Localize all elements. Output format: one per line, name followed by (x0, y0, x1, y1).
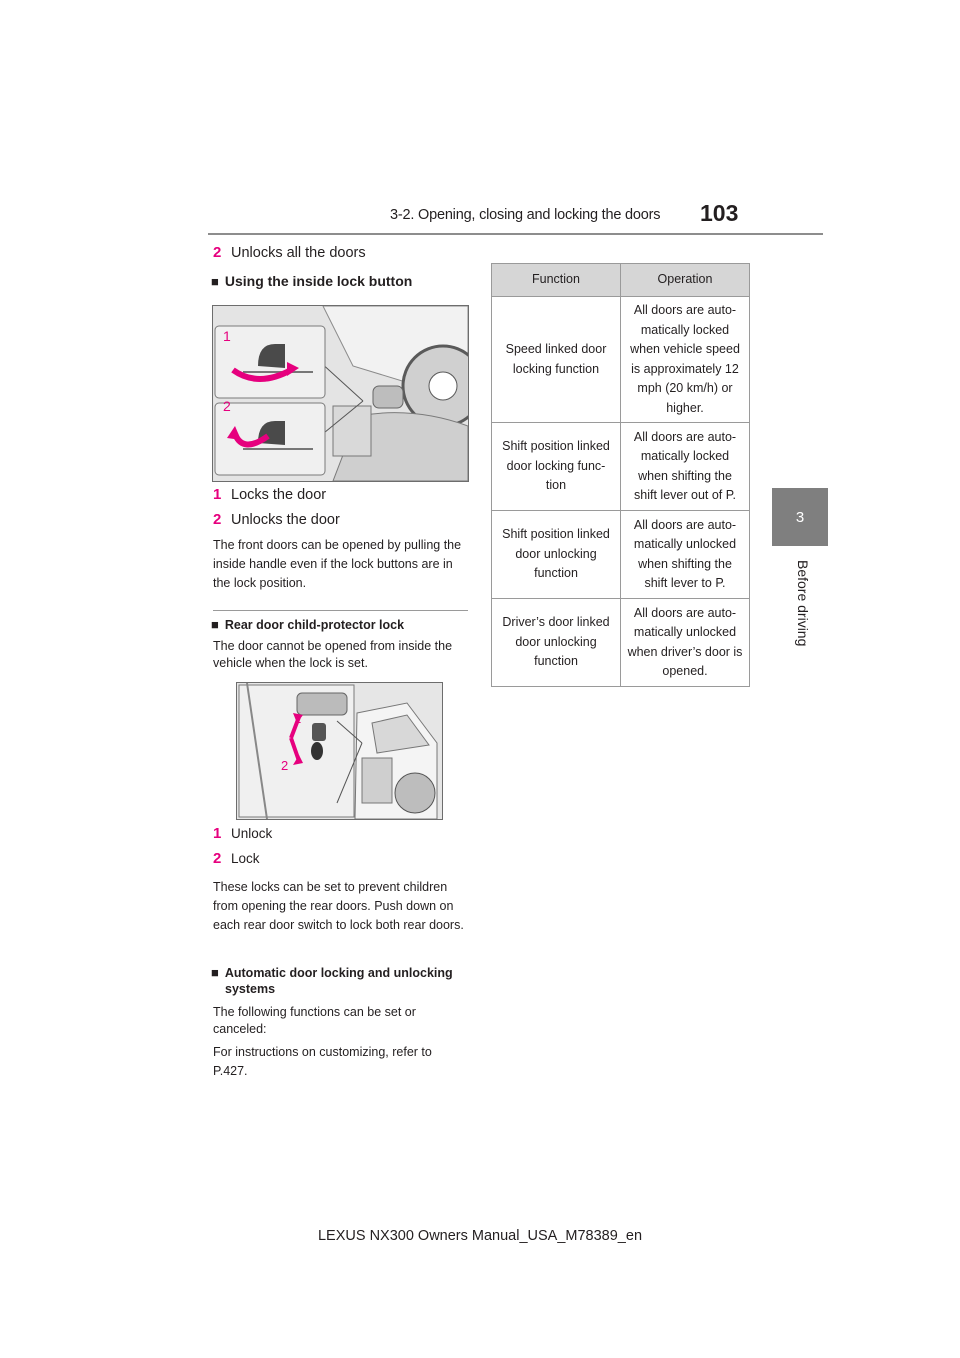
inside-lock-note: The front doors can be opened by pulling the inside handle even if the lock buttons are in the lock position. (213, 538, 462, 590)
step-text: Locks the door (231, 487, 327, 503)
step-lock-door (213, 486, 326, 503)
step-text: Unlocks all the doors (231, 245, 366, 261)
page-number: 103 (700, 200, 739, 226)
heading-text: Rear door child-protector lock (224, 618, 405, 632)
child-lock-note: These locks can be set to prevent children from opening the rear doors. Push down on each rear door switch to lock both rear doors. (213, 880, 464, 932)
step-number: 1 (213, 825, 222, 842)
table-row (492, 511, 750, 599)
step-text: Unlock (231, 826, 273, 841)
child-lock-figure (236, 682, 443, 820)
column-header-function: Function (492, 264, 621, 297)
auto-lock-text2: For instructions on customizing, refer to P.427. (213, 1045, 432, 1078)
table-header-row (492, 264, 750, 297)
section-separator (213, 610, 468, 611)
step-number: 1 (213, 486, 222, 503)
auto-lock-heading (211, 965, 453, 997)
heading-text-line1: Automatic door locking and unlocking (224, 966, 453, 980)
auto-lock-text1: The following functions can be set or canceled: (213, 1005, 416, 1036)
figure-label-2: 2 (223, 398, 231, 414)
square-bullet-icon: ■ (211, 274, 219, 289)
table-cell-operation: All doors are auto- matically unlocked when driver’s door is opened. (621, 599, 750, 687)
chapter-tab (772, 488, 828, 546)
step-number: 2 (213, 850, 222, 867)
chapter-number: 3 (795, 508, 805, 526)
child-lock-heading (211, 617, 404, 632)
footer-manual-id: LEXUS NX300 Owners Manual_USA_M78389_en (317, 1228, 643, 1244)
step-text: Unlocks the door (231, 512, 340, 528)
table-cell-operation: All doors are auto- matically locked when vehicle speed is approximately 12 mph (20 km/h) or higher. (621, 297, 750, 423)
square-bullet-icon: ■ (211, 617, 219, 632)
table-cell-function: Shift position linked door locking func- tion (492, 423, 621, 511)
step-text: Lock (231, 851, 260, 866)
square-bullet-icon: ■ (211, 965, 219, 980)
child-lock-intro: The door cannot be opened from inside the vehicle when the lock is set. (213, 639, 453, 670)
heading-text-line2: systems (225, 982, 276, 996)
rear-door-illustration (237, 683, 442, 819)
step-unlock-all (213, 244, 366, 261)
step-child-unlock (213, 825, 272, 842)
step-unlock-door (213, 511, 340, 528)
figure-label-1: 1 (223, 328, 231, 344)
step-number: 2 (213, 244, 222, 261)
door-interior-illustration (213, 306, 468, 481)
table-cell-function: Driver’s door linked door unlocking function (492, 599, 621, 687)
step-number: 2 (213, 511, 222, 528)
table-row (492, 297, 750, 423)
inside-lock-figure (212, 305, 469, 482)
table-row (492, 423, 750, 511)
heading-text: Using the inside lock button (224, 273, 413, 289)
header-rule (208, 233, 823, 235)
column-header-operation: Operation (621, 264, 750, 297)
table-cell-function: Shift position linked door unlocking function (492, 511, 621, 599)
chapter-label: Before driving (795, 560, 811, 647)
section-title: 3-2. Opening, closing and locking the doors (390, 207, 661, 223)
step-child-lock (213, 850, 260, 867)
table-cell-operation: All doors are auto- matically locked when shifting the shift lever out of P. (621, 423, 750, 511)
figure-label-2: 2 (281, 758, 289, 773)
table-cell-function: Speed linked door locking function (492, 297, 621, 423)
inside-lock-heading (211, 273, 412, 289)
table-cell-operation: All doors are auto- matically unlocked when shifting the shift lever to P. (621, 511, 750, 599)
function-table (491, 263, 750, 687)
table-row (492, 599, 750, 687)
figure-label-1: 1 (294, 711, 302, 726)
